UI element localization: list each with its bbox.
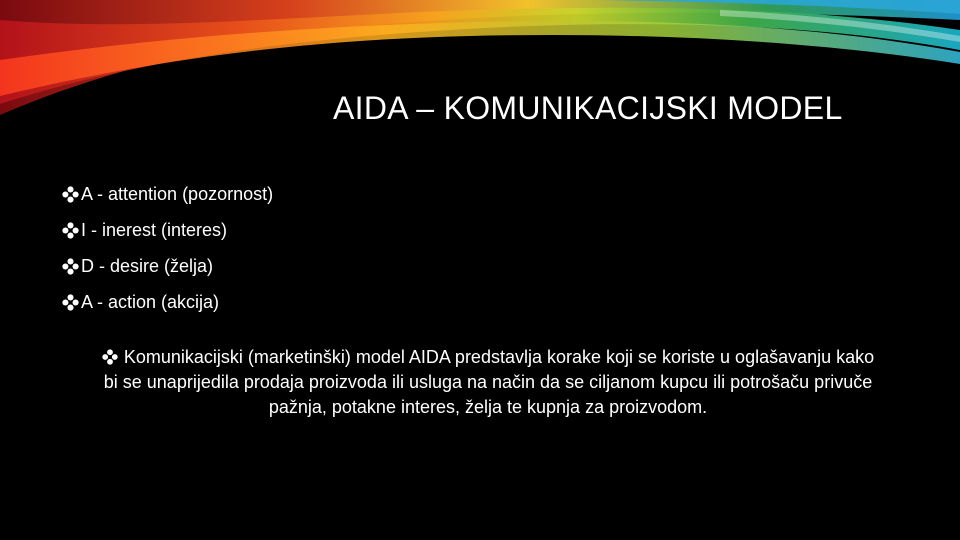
description-paragraph: [96, 345, 880, 420]
diamond-bullet-icon: [102, 349, 118, 365]
diamond-bullet-icon: [62, 294, 79, 311]
list-item: [62, 284, 273, 320]
bullet-text: D - desire (želja): [81, 256, 214, 276]
diamond-bullet-icon: [62, 222, 79, 239]
list-item: [62, 248, 273, 284]
bullet-list: [62, 176, 273, 320]
diamond-bullet-icon: [62, 258, 79, 275]
diamond-bullet-icon: [62, 186, 79, 203]
list-item: [62, 212, 273, 248]
bullet-text: I - inerest (interes): [81, 220, 228, 240]
list-item: [62, 176, 273, 212]
description-text: Komunikacijski (marketinški) model AIDA predstavlja korake koji se koriste u oglašavanju kako bi se unaprijedila prodaja proizvoda ili usluga na način da se ciljanom kupcu ili potrošaču privuče pažnja, potakne interes, želja te kupnja za proizvodom.: [103, 347, 875, 417]
bullet-text: A - action (akcija): [81, 292, 220, 312]
bullet-text: A - attention (pozornost): [81, 184, 274, 204]
slide-title: AIDA – KOMUNIKACIJSKI MODEL: [333, 90, 843, 126]
